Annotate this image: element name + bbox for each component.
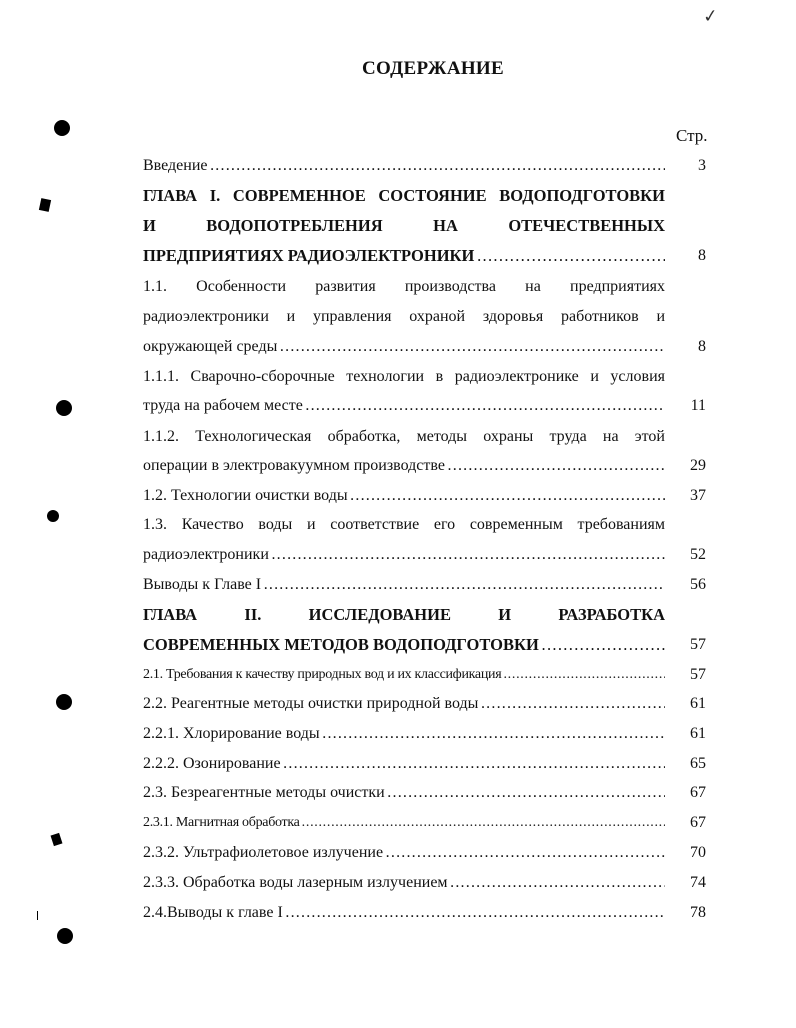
toc-entry bbox=[143, 451, 706, 481]
toc-entry bbox=[143, 241, 706, 271]
toc-entry-text: 2.3. Безреагентные методы очистки . . . bbox=[143, 778, 665, 808]
toc-entry-text: 2.3.2. Ультрафиолетовое излучение . . . bbox=[143, 838, 665, 868]
toc-entry-page: 29 bbox=[690, 457, 706, 474]
toc-entry-page: 57 bbox=[690, 666, 706, 683]
toc-entry bbox=[143, 332, 706, 362]
punch-hole-mark bbox=[57, 928, 73, 944]
toc-entry-text: Выводы к Главе I . . . bbox=[143, 570, 665, 600]
punch-hole-mark bbox=[54, 120, 70, 136]
toc-entry bbox=[143, 689, 706, 719]
scan-blot-mark bbox=[39, 198, 51, 212]
toc-entry-page: 57 bbox=[690, 636, 706, 653]
toc-entry bbox=[143, 302, 706, 332]
toc-entry bbox=[143, 868, 706, 898]
toc-entry-page: 8 bbox=[698, 247, 706, 264]
toc-entry bbox=[143, 898, 706, 928]
toc-entry bbox=[143, 600, 706, 630]
toc-entry-text: окружающей среды . . . bbox=[143, 332, 665, 362]
punch-hole-mark bbox=[56, 400, 72, 416]
toc-entry-text: 2.2.1. Хлорирование воды . . . bbox=[143, 719, 665, 749]
toc-entry-text: 2.2. Реагентные методы очистки природной воды . . . bbox=[143, 689, 665, 719]
toc-entry-page: 11 bbox=[690, 397, 706, 414]
toc-entry bbox=[143, 838, 706, 868]
toc-entry bbox=[143, 719, 706, 749]
toc-entry-text: 2.4.Выводы к главе I . . . bbox=[143, 898, 665, 928]
toc-entry-page: 56 bbox=[690, 576, 706, 593]
toc-entry-page: 70 bbox=[690, 844, 706, 861]
toc-entry-page: 65 bbox=[690, 755, 706, 772]
toc-entry-text: радиоэлектроники и управления охраной здоровья работников и bbox=[143, 308, 665, 325]
toc-entry-text: радиоэлектроники . . . bbox=[143, 540, 665, 570]
toc-entry-page: 78 bbox=[690, 904, 706, 921]
toc-entry-page: 52 bbox=[690, 546, 706, 563]
toc-entry-text: 1.1. Особенности развития производства на предприятиях bbox=[143, 278, 665, 295]
punch-hole-mark bbox=[56, 694, 72, 710]
toc-entry bbox=[143, 362, 706, 392]
toc-entry-text: 2.3.3. Обработка воды лазерным излучением . . . bbox=[143, 868, 665, 898]
toc-entry-text: ГЛАВА II. ИССЛЕДОВАНИЕ И РАЗРАБОТКА bbox=[143, 605, 665, 624]
toc-entry bbox=[143, 211, 706, 241]
toc-entry-page: 74 bbox=[690, 874, 706, 891]
toc-entry-text: операции в электровакуумном производстве . . . bbox=[143, 451, 665, 481]
toc-entry bbox=[143, 272, 706, 302]
toc-entry-text: 2.2.2. Озонирование . . . bbox=[143, 749, 665, 779]
toc-entry bbox=[143, 481, 706, 511]
toc-entry bbox=[143, 630, 706, 660]
toc-entry bbox=[143, 422, 706, 452]
toc-entry-text: 2.3.1. Магнитная обработка . . . bbox=[143, 808, 665, 838]
toc-entry-page: 61 bbox=[690, 725, 706, 742]
toc-entry-page: 8 bbox=[698, 338, 706, 355]
scan-blot-mark bbox=[51, 833, 63, 846]
toc-entry bbox=[143, 151, 706, 181]
toc-entry-page: 37 bbox=[690, 487, 706, 504]
toc-entry bbox=[143, 540, 706, 570]
toc-entry bbox=[143, 570, 706, 600]
toc-entry-page: 3 bbox=[698, 157, 706, 174]
toc-entry-text: 1.2. Технологии очистки воды . . . bbox=[143, 481, 665, 511]
toc-entry-text: труда на рабочем месте . . . bbox=[143, 391, 665, 421]
toc-entry-text: СОВРЕМЕННЫХ МЕТОДОВ ВОДОПОДГОТОВКИ . . . bbox=[143, 630, 665, 660]
toc-entry bbox=[143, 660, 706, 690]
page-title: СОДЕРЖАНИЕ bbox=[362, 58, 504, 79]
toc-entry-page: 67 bbox=[690, 814, 706, 831]
toc-entry-text: И ВОДОПОТРЕБЛЕНИЯ НА ОТЕЧЕСТВЕННЫХ bbox=[143, 216, 665, 235]
page-column-label: Стр. bbox=[676, 126, 708, 145]
toc-entry-text: 2.1. Требования к качеству природных вод и их классификация . . . bbox=[143, 660, 665, 690]
toc-entry bbox=[143, 778, 706, 808]
scan-blot-mark bbox=[37, 911, 38, 920]
toc-entry-text: Введение . . . bbox=[143, 151, 665, 181]
toc-entry-page: 67 bbox=[690, 784, 706, 801]
toc-entry bbox=[143, 391, 706, 421]
toc-entry bbox=[143, 181, 706, 211]
toc-entry-text: 1.1.2. Технологическая обработка, методы охраны труда на этой bbox=[143, 428, 665, 445]
punch-hole-mark bbox=[47, 510, 59, 522]
toc-entry bbox=[143, 510, 706, 540]
toc-entry-text: ПРЕДПРИЯТИЯХ РАДИОЭЛЕКТРОНИКИ . . . bbox=[143, 241, 665, 271]
toc-entry-text: 1.3. Качество воды и соответствие его современным требованиям bbox=[143, 516, 665, 533]
toc-entry-page: 61 bbox=[690, 695, 706, 712]
check-mark-icon: ✓ bbox=[701, 5, 720, 28]
toc-entry-text: 1.1.1. Сварочно-сборочные технологии в радиоэлектронике и условия bbox=[143, 368, 665, 385]
toc-entry-text: ГЛАВА I. СОВРЕМЕННОЕ СОСТОЯНИЕ ВОДОПОДГОТОВКИ bbox=[143, 186, 665, 205]
toc-entry bbox=[143, 749, 706, 779]
toc-entry bbox=[143, 808, 706, 838]
